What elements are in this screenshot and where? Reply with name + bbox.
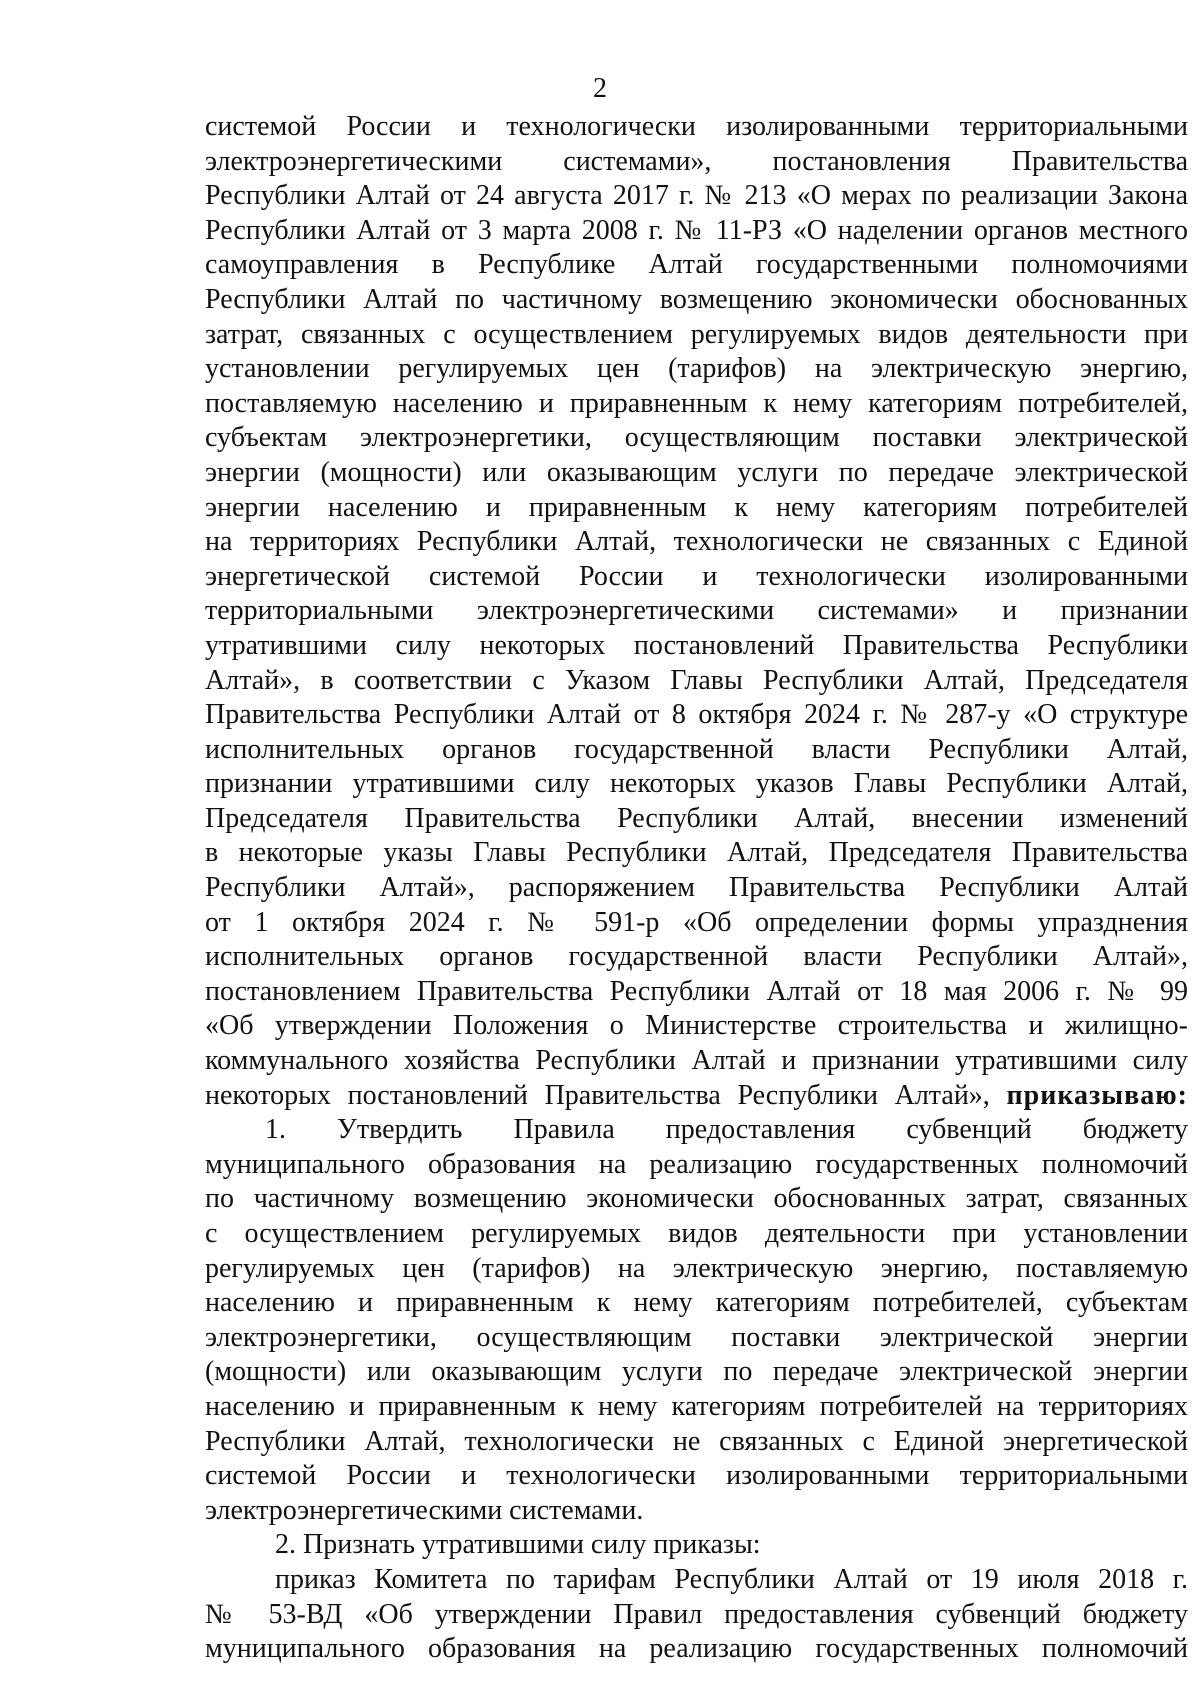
item-2-line: 2. Признать утратившими силу приказы:: [275, 1529, 761, 1561]
body-line: Республики Алтай», распоряжением Правительства Республики Алтай: [205, 872, 1188, 904]
page-number: 2: [593, 73, 607, 104]
item-1-line: населению и приравненным к нему категориям потребителей, субъектам: [205, 1287, 1188, 1319]
body-line: Республики Алтай от 3 марта 2008 г. № 11-РЗ «О наделении органов местного: [205, 214, 1188, 246]
body-line: самоуправления в Республике Алтай государственными полномочиями: [205, 249, 1188, 281]
item-1-line: с осуществлением регулируемых видов деятельности при установлении: [205, 1218, 1188, 1249]
body-line: Алтай», в соответствии с Указом Главы Республики Алтай, Председателя: [205, 664, 1188, 696]
item-1-line: 1. Утвердить Правила предоставления субвенций бюджету: [265, 1114, 1188, 1146]
repealed-order-line: № 53-ВД «Об утверждении Правил предоставления субвенций бюджету: [205, 1598, 1188, 1630]
body-line: Республики Алтай по частичному возмещению экономически обоснованных: [205, 283, 1188, 315]
body-line: субъектам электроэнергетики, осуществляющим поставки электрической: [205, 422, 1188, 454]
body-line: исполнительных органов государственной власти Республики Алтай,: [205, 733, 1188, 765]
body-line: постановлением Правительства Республики Алтай от 18 мая 2006 г. № 99: [205, 975, 1188, 1007]
body-line: поставляемую населению и приравненным к нему категориям потребителей,: [205, 387, 1188, 419]
body-line: Республики Алтай от 24 августа 2017 г. № 213 «О мерах по реализации Закона: [205, 180, 1188, 212]
item-1-line: по частичному возмещению экономически обоснованных затрат, связанных: [205, 1183, 1188, 1215]
item-1-line: электроэнергетическими системами.: [205, 1494, 644, 1526]
body-line: установлении регулируемых цен (тарифов) на электрическую энергию,: [205, 353, 1188, 385]
body-line: энергии населению и приравненным к нему категориям потребителей: [205, 491, 1188, 523]
item-1-line: муниципального образования на реализацию государственных полномочий: [205, 1148, 1188, 1180]
document-body: [205, 110, 1188, 1667]
body-line: в некоторые указы Главы Республики Алтай, Председателя Правительства: [205, 837, 1188, 869]
body-line: признании утратившими силу некоторых указов Главы Республики Алтай,: [205, 768, 1188, 800]
body-line: «Об утверждении Положения о Министерстве строительства и жилищно-: [205, 1010, 1188, 1042]
body-line: территориальными электроэнергетическими системами» и признании: [205, 595, 1188, 627]
body-line: затрат, связанных с осуществлением регулируемых видов деятельности при: [205, 318, 1188, 350]
closing-line: [205, 1079, 1188, 1114]
item-1-line: системой России и технологически изолированными территориальными: [205, 1460, 1188, 1492]
body-line: на территориях Республики Алтай, технологически не связанных с Единой: [205, 526, 1188, 558]
item-1-line: (мощности) или оказывающим услуги по передаче электрической энергии: [205, 1356, 1188, 1388]
body-line: от 1 октября 2024 г. № 591-р «Об определении формы упразднения: [205, 906, 1188, 938]
body-line: утратившими силу некоторых постановлений Правительства Республики: [205, 629, 1188, 661]
body-line: Правительства Республики Алтай от 8 октября 2024 г. № 287-у «О структуре: [205, 699, 1188, 731]
closing-text: некоторых постановлений Правительства Республики Алтай»,: [205, 1079, 990, 1111]
item-1-line: регулируемых цен (тарифов) на электрическую энергию, поставляемую: [205, 1252, 1188, 1284]
body-line: электроэнергетическими системами», постановления Правительства: [205, 145, 1188, 177]
repealed-order-line: муниципального образования на реализацию государственных полномочий: [205, 1633, 1188, 1665]
body-line: коммунального хозяйства Республики Алтай и признании утратившими силу: [205, 1045, 1188, 1077]
body-line: энергии (мощности) или оказывающим услуги по передаче электрической: [205, 456, 1188, 488]
item-1-line: Республики Алтай, технологически не связанных с Единой энергетической: [205, 1425, 1188, 1457]
body-line: системой России и технологически изолированными территориальными: [205, 111, 1188, 142]
body-line: энергетической системой России и технологически изолированными: [205, 560, 1188, 592]
item-1-line: электроэнергетики, осуществляющим поставки электрической энергии: [205, 1321, 1188, 1353]
repealed-order-line: приказ Комитета по тарифам Республики Алтай от 19 июля 2018 г.: [275, 1563, 1188, 1595]
body-line: Председателя Правительства Республики Алтай, внесении изменений: [205, 802, 1188, 834]
order-word: приказываю:: [1006, 1079, 1189, 1111]
item-1-line: населению и приравненным к нему категориям потребителей на территориях: [205, 1390, 1188, 1422]
body-line: исполнительных органов государственной власти Республики Алтай»,: [205, 941, 1188, 973]
